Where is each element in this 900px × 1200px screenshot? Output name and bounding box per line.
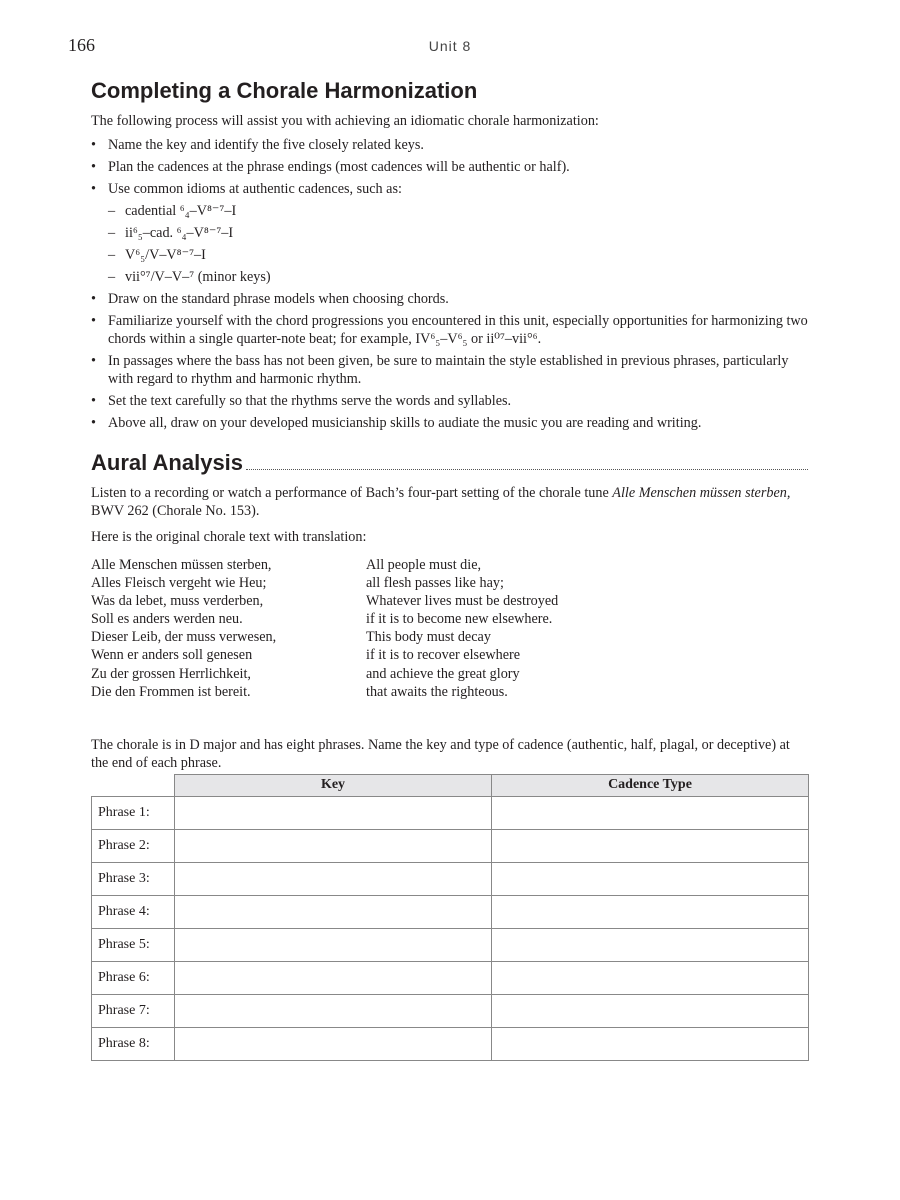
english-line: This body must decay (366, 629, 491, 646)
list-item (91, 392, 808, 410)
table-row (92, 796, 809, 829)
list-item (91, 414, 808, 432)
idiom-item: – vii°⁷/V–V–⁷ (minor keys) (108, 268, 808, 286)
english-line: if it is to become new elsewhere. (366, 611, 553, 628)
key-answer-cell[interactable] (175, 961, 492, 994)
aural-intro (91, 484, 808, 546)
german-line: Was da lebet, muss verderben, (91, 593, 264, 610)
key-answer-cell[interactable] (175, 928, 492, 961)
german-line: Dieser Leib, der muss verwesen, (91, 629, 277, 646)
german-line: Soll es anders werden neu. (91, 611, 243, 628)
phrase-label: Phrase 5: (92, 928, 175, 961)
idiom-item: – ii⁶₅–cad. ⁶₄–V⁸⁻⁷–I (108, 224, 808, 242)
phrase-label: Phrase 1: (92, 796, 175, 829)
key-answer-cell[interactable] (175, 862, 492, 895)
intro-suffix: BWV 262 (Chorale No. 153). (91, 503, 260, 519)
table-header-row (92, 774, 809, 796)
cadence-answer-cell[interactable] (492, 895, 809, 928)
german-line: Die den Frommen ist bereit. (91, 683, 251, 700)
phrase-label: Phrase 6: (92, 961, 175, 994)
aural-intro-text (91, 484, 808, 520)
table-row (92, 829, 809, 862)
header-key: Key (175, 774, 492, 796)
cadence-answer-cell[interactable] (492, 961, 809, 994)
section-title-completing: Completing a Chorale Harmonization (91, 78, 478, 103)
page-number: 166 (68, 35, 95, 55)
phrase-label: Phrase 7: (92, 994, 175, 1027)
phrase-label: Phrase 4: (92, 895, 175, 928)
idiom-item: – V⁶₅/V–V⁸⁻⁷–I (108, 246, 808, 264)
english-line: and achieve the great glory (366, 665, 520, 682)
list-item (91, 312, 808, 348)
table-row (92, 928, 809, 961)
table-row (92, 961, 809, 994)
dotted-rule (246, 468, 808, 470)
table-row (92, 895, 809, 928)
table-row (92, 994, 809, 1027)
aural-heading (91, 450, 808, 476)
english-line: all flesh passes like hay; (366, 575, 504, 592)
list-item (91, 352, 808, 388)
cadence-answer-cell[interactable] (492, 829, 809, 862)
section-title-aural: Aural Analysis (91, 450, 244, 475)
table-row (92, 862, 809, 895)
list-item (91, 158, 808, 176)
cadence-answer-cell[interactable] (492, 928, 809, 961)
text-intro: Here is the original chorale text with translation: (91, 529, 367, 545)
german-text (91, 556, 366, 701)
english-line: Whatever lives must be destroyed (366, 593, 559, 610)
list-item-text: Use common idioms at authentic cadences, such as: (108, 181, 402, 197)
key-answer-cell[interactable] (175, 829, 492, 862)
cadence-answer-cell[interactable] (492, 1027, 809, 1060)
completing-intro: The following process will assist you with achieving an idiomatic chorale harmonization: (91, 113, 599, 129)
list-item-text: Above all, draw on your developed musicianship skills to audiate the music you are reading and writing. (108, 415, 702, 431)
key-answer-cell[interactable] (175, 994, 492, 1027)
phrase-label: Phrase 2: (92, 829, 175, 862)
task-instructions: The chorale is in D major and has eight phrases. Name the key and type of cadence (authentic, half, plagal, or deceptive) at the end of each phrase. (91, 736, 790, 771)
page-content (91, 78, 808, 1061)
running-head: Unit 8 (428, 38, 472, 54)
phrase-label: Phrase 8: (92, 1027, 175, 1060)
german-line: Wenn er anders soll genesen (91, 647, 253, 664)
idiom-item: – cadential ⁶₄–V⁸⁻⁷–I (108, 202, 808, 220)
chorale-title: Alle Menschen müssen sterben, (612, 485, 791, 501)
list-item-text: Set the text carefully so that the rhythms serve the words and syllables. (108, 393, 512, 409)
header-cadence-type: Cadence Type (492, 774, 809, 796)
chorale-text (91, 556, 808, 701)
key-answer-cell[interactable] (175, 796, 492, 829)
process-list (91, 136, 808, 432)
list-item-text: In passages where the bass has not been given, be sure to maintain the style established in previous phrases, particularly with regard to rhythm and harmonic rhythm. (108, 353, 789, 387)
cadence-answer-cell[interactable] (492, 994, 809, 1027)
list-item (91, 180, 808, 286)
cadence-answer-cell[interactable] (492, 796, 809, 829)
german-line: Alles Fleisch vergeht wie Heu; (91, 575, 267, 592)
header-blank-cell (92, 774, 175, 796)
list-item (91, 290, 808, 308)
english-translation (366, 556, 558, 701)
english-line: that awaits the righteous. (366, 683, 508, 700)
list-item-text: Familiarize yourself with the chord progressions you encountered in this unit, especially opportunities for harmonizing two chords within a single quarter-note beat; for example, IV⁶₅–V⁶₅ or ii⁰⁷–vii°⁶. (108, 313, 808, 347)
intro-prefix: Listen to a recording or watch a performance of Bach’s four-part setting of the chorale tune (91, 485, 613, 501)
key-answer-cell[interactable] (175, 895, 492, 928)
phrase-label: Phrase 3: (92, 862, 175, 895)
cadence-answer-cell[interactable] (492, 862, 809, 895)
list-item-text: Name the key and identify the five closely related keys. (108, 137, 424, 153)
list-item-text: Plan the cadences at the phrase endings (most cadences will be authentic or half). (108, 159, 570, 175)
list-item (91, 136, 808, 154)
idiom-list (108, 202, 808, 286)
key-answer-cell[interactable] (175, 1027, 492, 1060)
english-line: All people must die, (366, 557, 482, 573)
german-line: Zu der grossen Herrlichkeit, (91, 665, 251, 682)
list-item-text: Draw on the standard phrase models when choosing chords. (108, 291, 449, 307)
cadence-table (91, 774, 809, 1061)
german-line: Alle Menschen müssen sterben, (91, 557, 272, 573)
table-row (92, 1027, 809, 1060)
english-line: if it is to recover elsewhere (366, 647, 521, 664)
